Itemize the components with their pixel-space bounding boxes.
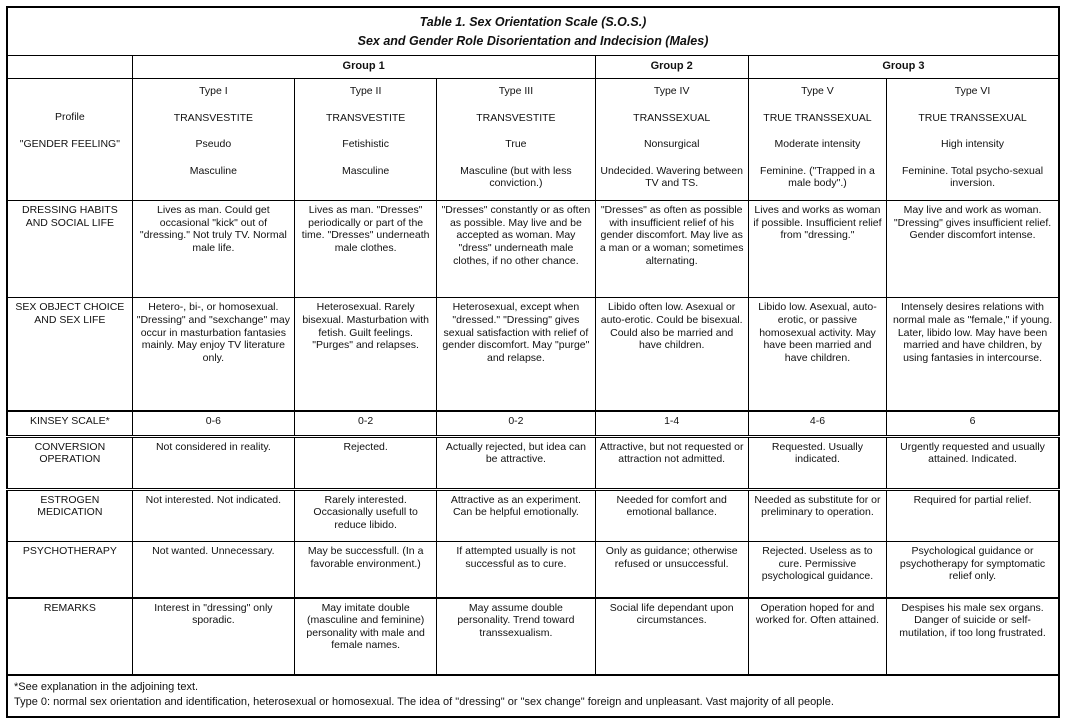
table-row-psychotherapy	[7, 542, 1059, 598]
row-label: DRESSING HABITS AND SOCIAL LIFE	[7, 201, 132, 298]
table-cell: May be successfull. (In a favorable environment.)	[295, 542, 437, 598]
table-cell: Needed for comfort and emotional ballance.	[595, 489, 748, 541]
type-label: Type II	[349, 84, 382, 97]
table-cell: Not considered in reality.	[132, 436, 294, 489]
type-label: Type VI	[954, 84, 991, 97]
table-cell: "Dresses" constantly or as often as possible. May live and be accepted as woman. May "dress" underneath male clothes, if no other chance.	[437, 201, 595, 298]
type6-column-header	[887, 78, 1059, 200]
table-cell: Libido often low. Asexual or auto-erotic. Could be bisexual. Could also be married and have children.	[595, 298, 748, 411]
type-gender-feeling: Feminine. ("Trapped in a male body".)	[760, 164, 875, 190]
table-title-line2: Sex and Gender Role Disorientation and Indecision (Males)	[357, 34, 709, 49]
row-label: SEX OBJECT CHOICE AND SEX LIFE	[7, 298, 132, 411]
table-row-sex-object-choice	[7, 298, 1059, 411]
table-cell: Required for partial relief.	[887, 489, 1059, 541]
type-gender-feeling: Masculine (but with less conviction.)	[460, 164, 572, 190]
table-cell: Lives as man. "Dresses" periodically or part of the time. "Dresses" underneath male clothes.	[295, 201, 437, 298]
type-subtype: Nonsurgical	[643, 138, 700, 151]
type-gender-feeling: Masculine	[189, 164, 237, 177]
table-cell: Attractive as an experiment. Can be helpful emotionally.	[437, 489, 595, 541]
table-cell: Rarely interested. Occasionally usefull to reduce libido.	[295, 489, 437, 541]
type-subtype: Fetishistic	[342, 138, 389, 151]
type-category: TRUE TRANSSEXUAL	[763, 111, 872, 124]
table-cell: Social life dependant upon circumstances.	[595, 598, 748, 675]
table-cell: 4-6	[748, 411, 886, 436]
profile-label: Profile	[54, 110, 85, 123]
type4-column-header	[595, 78, 748, 200]
type3-column-header	[437, 78, 595, 200]
table-cell: Hetero-, bi-, or homosexual. "Dressing" and "sexchange" may occur in masturbation fantasies mainly. May enjoy TV literature only.	[132, 298, 294, 411]
table-cell: Not interested. Not indicated.	[132, 489, 294, 541]
table-cell: 0-2	[437, 411, 595, 436]
type-category: TRANSVESTITE	[325, 111, 406, 124]
profile-row-label	[7, 78, 132, 200]
table-cell: Not wanted. Unnecessary.	[132, 542, 294, 598]
type-label: Type IV	[653, 84, 690, 97]
footnote-line2: Type 0: normal sex orientation and identification, heterosexual or homosexual. The idea of "dressing" or "sex change" foreign and unpleasant. Vast majority of all people.	[14, 696, 834, 709]
title-row	[7, 7, 1059, 55]
table-cell: Lives as man. Could get occasional "kick" out of "dressing." Not truly TV. Normal male life.	[132, 201, 294, 298]
corner-cell	[7, 55, 132, 78]
table-cell: May assume double personality. Trend toward transsexualism.	[437, 598, 595, 675]
table-cell: May live and work as woman. "Dressing" gives insufficient relief. Gender discomfort intense.	[887, 201, 1059, 298]
table-cell: 0-2	[295, 411, 437, 436]
type-gender-feeling: Feminine. Total psycho-sexual inversion.	[902, 164, 1044, 190]
table-cell: Interest in "dressing" only sporadic.	[132, 598, 294, 675]
table-title-line1: Table 1. Sex Orientation Scale (S.O.S.)	[419, 15, 647, 29]
table-cell: If attempted usually is not successful as to cure.	[437, 542, 595, 598]
type-category: TRUE TRANSSEXUAL	[918, 111, 1027, 124]
profile-header-row	[7, 78, 1059, 200]
table-cell: Only as guidance; otherwise refused or unsuccessful.	[595, 542, 748, 598]
table-cell: Attractive, but not requested or attraction not admitted.	[595, 436, 748, 489]
type-label: Type V	[801, 84, 834, 97]
table-cell: "Dresses" as often as possible with insufficient relief of his gender discomfort. May live as a man or a woman; sometimes alternating.	[595, 201, 748, 298]
table-cell: Lives and works as woman if possible. Insufficient relief from "dressing."	[748, 201, 886, 298]
row-label: CONVERSION OPERATION	[7, 436, 132, 489]
table-row-conversion-operation	[7, 436, 1059, 489]
group3-header: Group 3	[748, 55, 1059, 78]
footnote-row	[7, 675, 1059, 717]
gender-feeling-label: "GENDER FEELING"	[19, 137, 120, 150]
table-cell: Actually rejected, but idea can be attractive.	[437, 436, 595, 489]
type2-column-header	[295, 78, 437, 200]
group-header-row	[7, 55, 1059, 78]
type-subtype: Pseudo	[195, 138, 232, 151]
table-cell: May imitate double (masculine and feminine) personality with male and female names.	[295, 598, 437, 675]
footnotes	[7, 675, 1059, 717]
table-cell: Needed as substitute for or preliminary to operation.	[748, 489, 886, 541]
type-subtype: Moderate intensity	[774, 138, 861, 151]
row-label: PSYCHOTHERAPY	[7, 542, 132, 598]
footnote-line1: *See explanation in the adjoining text.	[14, 680, 199, 693]
table-cell: 6	[887, 411, 1059, 436]
type1-column-header	[132, 78, 294, 200]
type-subtype: True	[505, 138, 527, 151]
table-cell: Urgently requested and usually attained. Indicated.	[887, 436, 1059, 489]
table-cell: Requested. Usually indicated.	[748, 436, 886, 489]
table-cell: Rejected.	[295, 436, 437, 489]
table-cell: 0-6	[132, 411, 294, 436]
table-cell: Operation hoped for and worked for. Often attained.	[748, 598, 886, 675]
type-subtype: High intensity	[941, 138, 1005, 151]
type5-column-header	[748, 78, 886, 200]
table-cell: Libido low. Asexual, auto-erotic, or passive homosexual activity. May have been married and have children.	[748, 298, 886, 411]
row-label: REMARKS	[7, 598, 132, 675]
table-cell: Heterosexual. Rarely bisexual. Masturbation with fetish. Guilt feelings. "Purges" and relapses.	[295, 298, 437, 411]
group2-header: Group 2	[595, 55, 748, 78]
table-row-dressing-habits	[7, 201, 1059, 298]
group1-header: Group 1	[132, 55, 595, 78]
table-row-estrogen-medication	[7, 489, 1059, 541]
table-title	[7, 7, 1059, 55]
table-cell: Despises his male sex organs. Danger of suicide or self-mutilation, if too long frustrated.	[887, 598, 1059, 675]
table-cell: Psychological guidance or psychotherapy for symptomatic relief only.	[887, 542, 1059, 598]
sos-table	[6, 6, 1060, 718]
table-cell: 1-4	[595, 411, 748, 436]
table-cell: Intensely desires relations with normal male as "female," if young. Later, libido low. May have been married and have children, by using fantasies in intercourse.	[887, 298, 1059, 411]
type-gender-feeling: Masculine	[342, 164, 390, 177]
table-row-kinsey-scale	[7, 411, 1059, 436]
type-label: Type I	[199, 84, 228, 97]
type-category: TRANSVESTITE	[173, 111, 254, 124]
type-category: TRANSVESTITE	[476, 111, 556, 124]
type-category: TRANSSEXUAL	[633, 111, 711, 124]
row-label: KINSEY SCALE*	[7, 411, 132, 436]
row-label: ESTROGEN MEDICATION	[7, 489, 132, 541]
table-row-remarks	[7, 598, 1059, 675]
type-label: Type III	[498, 84, 534, 97]
type-gender-feeling: Undecided. Wavering between TV and TS.	[600, 164, 743, 190]
table-cell: Rejected. Useless as to cure. Permissive psychological guidance.	[748, 542, 886, 598]
table-cell: Heterosexual, except when "dressed." "Dressing" gives sexual satisfaction with relief of gender discomfort. May "purge" and relapse.	[437, 298, 595, 411]
